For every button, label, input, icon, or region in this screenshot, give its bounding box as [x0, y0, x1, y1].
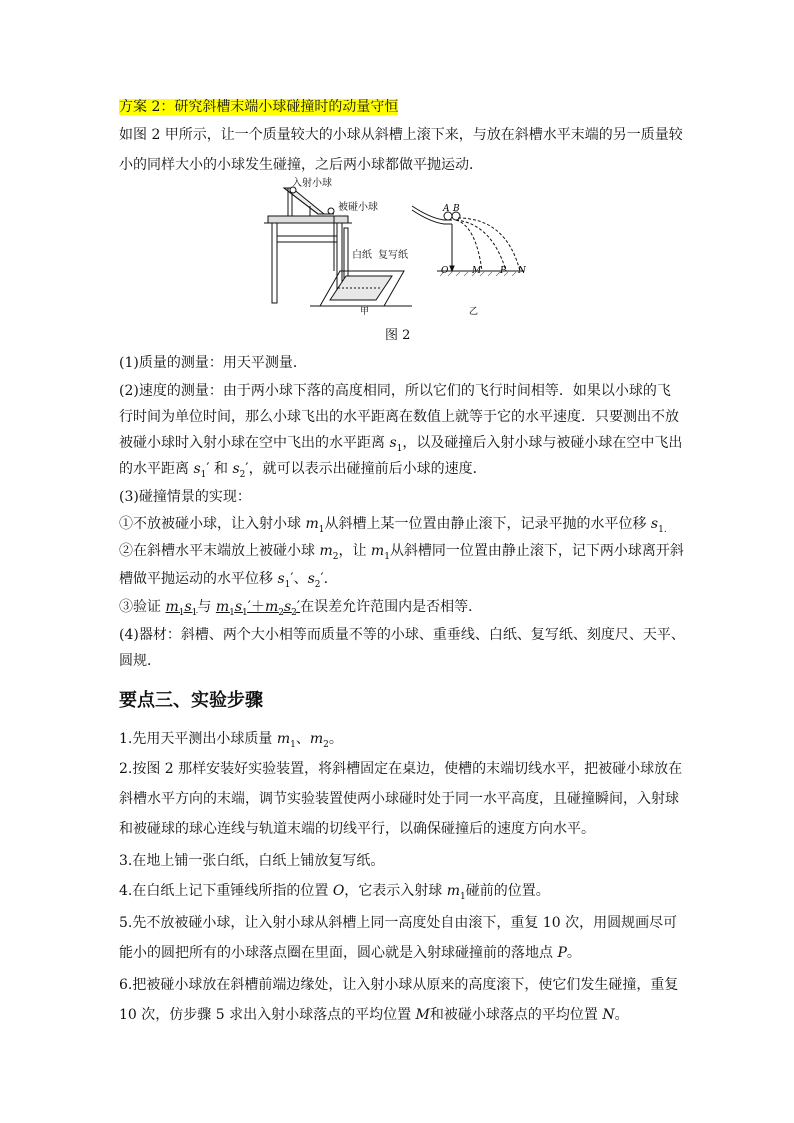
formula-before: $m_1s_1$ — [165, 599, 198, 618]
step-5-line-2: 能小的圆把所有的小球落点圈在里面，圆心就是入射球碰撞前的落地点 P。 — [119, 945, 581, 961]
item-2-line-1: (2)速度的测量：由于两小球下落的高度相同，所以它们的飞行时间相等．如果以小球的飞 — [119, 383, 671, 399]
formula-after: $m_1s_1'+m_2s_2'$ — [215, 599, 301, 618]
figure-label-target-ball: 被碰小球 — [338, 202, 378, 213]
section-title: 要点三、实验步骤 — [119, 690, 263, 711]
case-2-line-1: ②在斜槽水平末端放上被碰小球 $m_2$，让 $m_1$从斜槽同一位置由静止滚下，记下两小球离开斜 — [119, 543, 684, 562]
step-3: 3.在地上铺一张白纸，白纸上铺放复写纸。 — [119, 853, 385, 869]
figure-label-white-paper: 白纸 — [352, 250, 372, 261]
figure-label-jia: 甲 — [360, 307, 370, 317]
intro-line-1: 如图 2 甲所示，让一个质量较大的小球从斜槽上滚下来，与放在斜槽水平末端的另一质量较 — [119, 127, 683, 143]
figure-label-M: M — [472, 266, 482, 276]
figure-2 — [262, 176, 542, 318]
step-6-line-2: 10 次，仿步骤 5 求出入射小球落点的平均位置 M和被碰小球落点的平均位置 N。 — [119, 1007, 629, 1023]
figure-label-O: O — [441, 266, 449, 276]
figure-label-A: A — [443, 204, 450, 214]
figure-label-carbon-paper: 复写纸 — [378, 250, 408, 261]
case-1: ①不放被碰小球，让入射小球 $m_1$从斜槽上某一位置由静止滚下，记录平抛的水平位移 $s_{1.}$ — [119, 516, 667, 535]
item-2-line-4: 的水平距离 $s_1'$ 和 $s_2'$，就可以表示出碰撞前后小球的速度． — [119, 461, 487, 480]
figure-label-yi: 乙 — [469, 307, 479, 317]
item-3: (3)碰撞情景的实现： — [119, 489, 251, 505]
item-1: (1)质量的测量：用天平测量． — [119, 355, 307, 371]
step-2-line-2: 斜槽水平方向的末端，调节实验装置使两小球碰时处于同一水平高度，且碰撞瞬间，入射球 — [119, 791, 679, 807]
step-4: 4.在白纸上记下重锤线所指的位置 O，它表示入射球 $m_1$碰前的位置。 — [119, 883, 550, 902]
step-5-line-1: 5.先不放被碰小球，让入射小球从斜槽上同一高度处自由滚下，重复 10 次，用圆规画尽可 — [119, 915, 678, 931]
case-2-line-2: 槽做平抛运动的水平位移 $s_1'$、$s_2'$. — [119, 571, 329, 590]
step-2-line-3: 和被碰球的球心连线与轨道末端的切线平行，以确保碰撞后的速度方向水平。 — [119, 821, 595, 837]
figure-label-incident-ball: 入射小球 — [292, 178, 332, 189]
figure-label-N: N — [518, 266, 526, 276]
step-6-line-1: 6.把被碰小球放在斜槽前端边缘处，让入射小球从原来的高度滚下，使它们发生碰撞，重复 — [119, 977, 679, 993]
item-2-line-3: 被碰小球时入射小球在空中飞出的水平距离 $s_1$，以及碰撞后入射小球与被碰小球在空中飞出 — [119, 435, 683, 454]
figure-caption: 图 2 — [385, 328, 411, 343]
intro-line-2: 小的同样大小的小球发生碰撞，之后两小球都做平抛运动． — [119, 157, 483, 173]
case-3: ③验证 $m_1s_1$与 $m_1s_1'+m_2s_2'$在误差允许范围内是否相等． — [119, 599, 483, 618]
item-4-line-2: 圆规． — [119, 653, 161, 669]
scheme-title: 方案 2：研究斜槽末端小球碰撞时的动量守恒 — [119, 99, 399, 115]
item-2-line-2: 行时间为单位时间，那么小球飞出的水平距离在数值上就等于它的水平速度．只要测出不放 — [119, 409, 679, 425]
item-4-line-1: (4)器材：斜槽、两个大小相等而质量不等的小球、重垂线、白纸、复写纸、刻度尺、天平、 — [119, 627, 685, 643]
figure-label-P: P — [500, 266, 507, 276]
figure-label-B: B — [453, 204, 460, 214]
step-2-line-1: 2.按图 2 那样安装好实验装置，将斜槽固定在桌边，使槽的末端切线水平，把被碰小球放在 — [119, 761, 683, 777]
step-1: 1.先用天平测出小球质量 $m_1$、$m_2$。 — [119, 731, 343, 750]
figure-yi-diagram — [412, 206, 524, 276]
